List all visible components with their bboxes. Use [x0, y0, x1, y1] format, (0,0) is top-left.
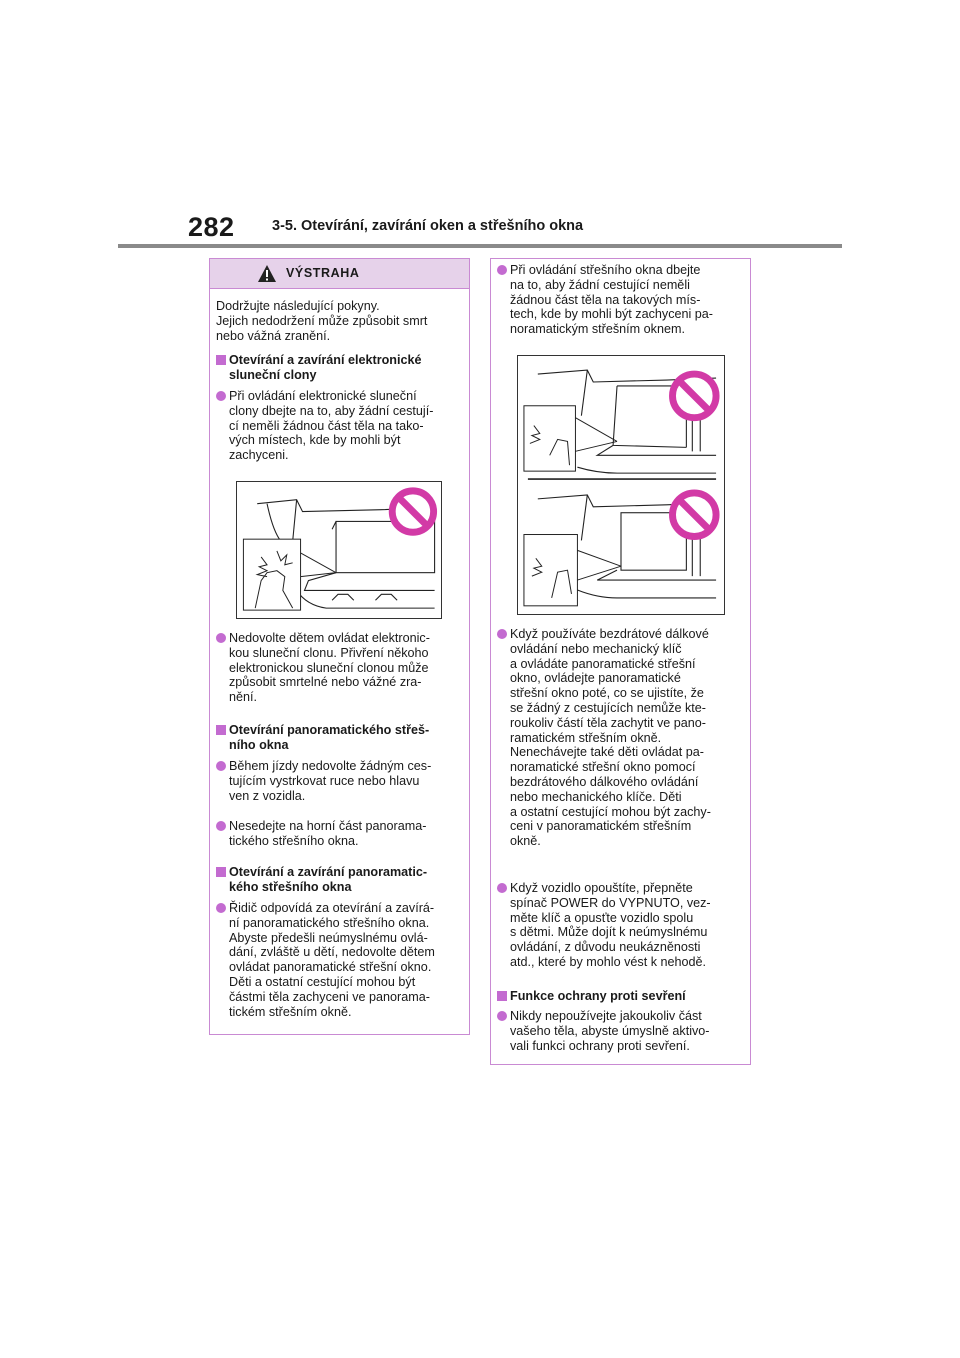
prohibition-sign-icon [673, 493, 717, 537]
bullet-driver-responsibility [216, 901, 468, 1019]
text-line: ovládání nebo mechanický klíč [510, 641, 682, 656]
text-line: ního okna [229, 737, 289, 752]
square-bullet-icon [497, 991, 507, 1001]
text-line: Nedovolte dětem ovládat elektronic- [229, 631, 430, 645]
bullet-leaving-vehicle [497, 881, 749, 970]
bullet-sunshade-operation [216, 389, 468, 463]
text-line: cí neměli žádnou část těla na tako- [229, 418, 424, 433]
text-line: dání, zvláště u dětí, nedovolte dětem [229, 945, 435, 960]
text-line: nebo mechanického klíče. Děti [510, 789, 682, 804]
text-line: kou sluneční clonu. Přivření někoho [229, 645, 429, 660]
text-line: vašeho těla, abyste úmyslně aktivo- [510, 1023, 710, 1038]
text-line: noramatické střešní okno pomocí [510, 760, 696, 775]
text-line: elektronickou sluneční clonou může [229, 660, 429, 675]
text-line: tujícím vystrkovat ruce nebo hlavu [229, 773, 420, 788]
text-line: vali funkci ochrany proti sevření. [510, 1038, 690, 1053]
round-bullet-icon [497, 265, 507, 275]
text-line: ní panoramatického střešního okna. [229, 915, 430, 930]
heading-panoramic-opening [216, 723, 468, 753]
warning-intro [216, 299, 466, 343]
round-bullet-icon [497, 883, 507, 893]
text-line: ven z vozidla. [229, 788, 306, 803]
round-bullet-icon [216, 821, 226, 831]
text-line: ramatickém střešním okně. [510, 730, 662, 745]
text-line: Nenechávejte také děti ovládat pa- [510, 745, 704, 760]
text-line: Řidič odpovídá za otevírání a zavírá- [229, 901, 435, 915]
bullet-remote-key [497, 627, 749, 849]
text-line: Při ovládání střešního okna dbejte [510, 263, 701, 277]
text-line: nění. [229, 690, 258, 705]
text-line: sluneční clony [229, 367, 317, 382]
text-line: Nikdy nepoužívejte jakoukoliv část [510, 1009, 702, 1023]
text-line: tického střešního okna. [229, 833, 359, 848]
bullet-roof-operation [497, 263, 749, 337]
text-line: se žádný z cestujících nemůže kte- [510, 700, 706, 715]
text-line: s dětmi. Může dojít k neúmyslnému [510, 925, 708, 940]
text-line: a ovládáte panoramatické střešní [510, 656, 696, 671]
text-line: nebo vážná zranění. [216, 328, 331, 343]
text-line: ceni v panoramatickém střešním [510, 819, 692, 834]
text-line: ovládat panoramatické střešní okno. [229, 960, 432, 975]
text-line: žádnou část těla na takových mís- [510, 292, 701, 307]
heading-panoramic-open-close [216, 865, 468, 895]
warning-triangle-icon [257, 264, 277, 283]
text-line: způsobit smrtelné nebo vážné zra- [229, 675, 422, 690]
bullet-driving-hands [216, 759, 468, 803]
round-bullet-icon [497, 629, 507, 639]
text-line: ovládání, z důvodu neukázněnosti [510, 940, 701, 955]
text-line: měte klíč a opusťte vozidlo spolu [510, 910, 694, 925]
text-line: částmi těla zachyceni ve panorama- [229, 989, 430, 1004]
prohibition-sign-icon [673, 374, 717, 418]
round-bullet-icon [497, 1011, 507, 1021]
text-line: spínač POWER do VYPNUTO, vez- [510, 895, 711, 910]
text-line: Otevírání a zavírání panoramatic- [229, 865, 428, 879]
text-line: na to, aby žádní cestující neměli [510, 277, 690, 292]
warning-box-right [490, 258, 751, 1065]
text-line: bezdrátového dálkového ovládání [510, 774, 699, 789]
page-header [180, 212, 840, 248]
round-bullet-icon [216, 761, 226, 771]
text-line: Nesedejte na horní část panorama- [229, 819, 427, 833]
text-line: Během jízdy nedovolte žádným ces- [229, 759, 432, 773]
text-line: noramatickým střešním oknem. [510, 322, 685, 337]
text-line: vých místech, kde by mohli být [229, 433, 401, 448]
text-line: Když používáte bezdrátové dálkové [510, 627, 709, 641]
text-line: zachyceni. [229, 448, 289, 463]
text-line: atd., které by mohlo vést k nehodě. [510, 954, 707, 969]
illustration-panoramic-pinch [517, 355, 725, 615]
text-line: Otevírání panoramatického střeš- [229, 723, 430, 737]
round-bullet-icon [216, 391, 226, 401]
page-number: 282 [188, 212, 235, 242]
text-line: kého střešního okna [229, 879, 352, 894]
illustration-sunshade-pinch [236, 481, 442, 619]
warning-header [210, 259, 469, 289]
prohibition-sign-icon [392, 491, 433, 532]
bullet-children-sunshade [216, 631, 468, 705]
warning-title: VÝSTRAHA [286, 266, 360, 280]
text-line: Při ovládání elektronické sluneční [229, 389, 417, 403]
text-line: a ostatní cestující mohou být zachy- [510, 804, 711, 819]
text-line: Děti a ostatní cestující mohou být [229, 974, 416, 989]
text-line: clony dbejte na to, aby žádní cestují- [229, 403, 434, 418]
square-bullet-icon [216, 867, 226, 877]
text-line: střešní okno poté, co se ujistíte, že [510, 686, 704, 701]
text-line: Jejich nedodržení může způsobit smrt [216, 313, 428, 328]
round-bullet-icon [216, 633, 226, 643]
text-line: Dodržujte následující pokyny. [216, 299, 380, 313]
bullet-do-not-sit [216, 819, 468, 849]
header-divider [118, 244, 842, 248]
text-line: okno, ovládejte panoramatické [510, 671, 681, 686]
text-line: Abyste předešli neúmyslnému ovlá- [229, 930, 428, 945]
heading-sunshade [216, 353, 468, 383]
text-line: Když vozidlo opouštíte, přepněte [510, 881, 693, 895]
heading-jam-protection [497, 989, 749, 1004]
square-bullet-icon [216, 355, 226, 365]
text-line: roukoliv částí těla zachytit ve pano- [510, 715, 706, 730]
text-line: Otevírání a zavírání elektronické [229, 353, 422, 367]
warning-box-left [209, 258, 470, 1035]
square-bullet-icon [216, 725, 226, 735]
text-line: tickém střešním okně. [229, 1004, 352, 1019]
section-title: 3-5. Otevírání, zavírání oken a střešního okna [272, 218, 584, 234]
text-line: okně. [510, 834, 541, 849]
round-bullet-icon [216, 903, 226, 913]
text-line: Funkce ochrany proti sevření [510, 989, 686, 1003]
bullet-jam-protection [497, 1009, 749, 1053]
text-line: tech, kde by mohli být zachyceni pa- [510, 307, 714, 322]
